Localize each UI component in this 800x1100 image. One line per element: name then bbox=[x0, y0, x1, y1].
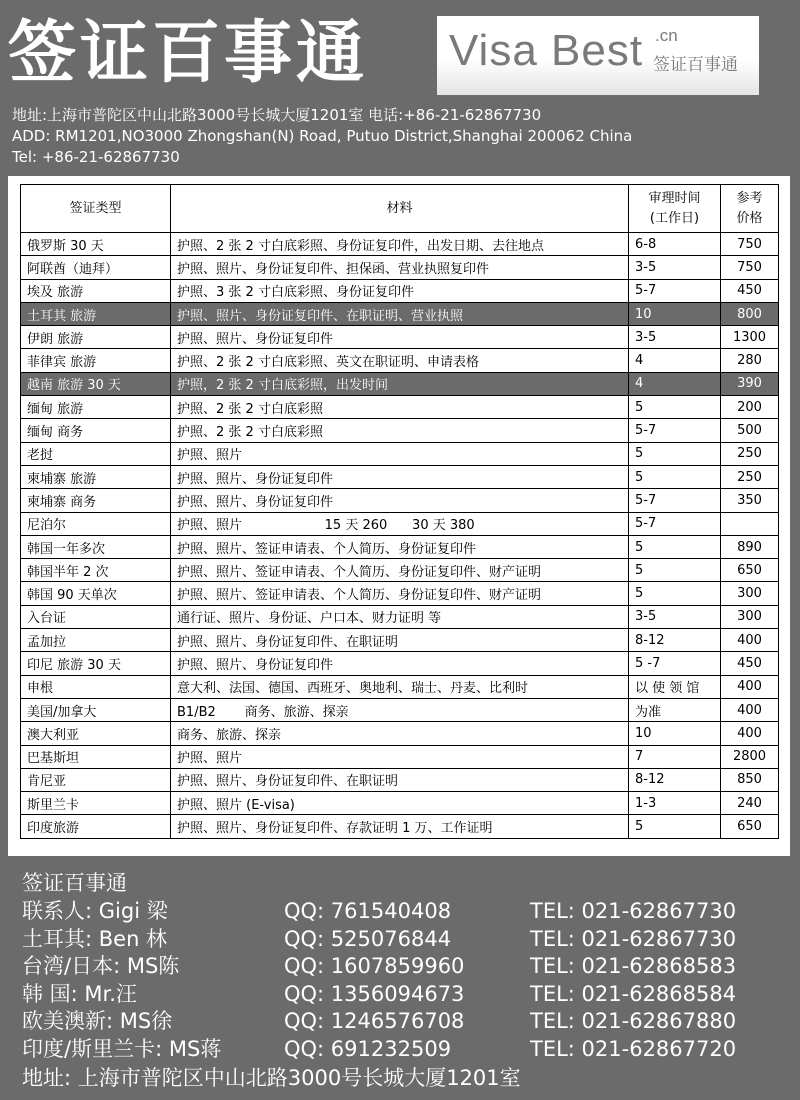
table-row bbox=[21, 512, 779, 535]
cell-price: 400 bbox=[721, 629, 779, 652]
cell-price: 750 bbox=[721, 256, 779, 279]
table-row bbox=[21, 559, 779, 582]
cell-price: 300 bbox=[721, 605, 779, 628]
contact-qq: QQ: 761540408 bbox=[284, 899, 452, 923]
cell-time: 5 bbox=[629, 535, 721, 558]
cell-time: 5 bbox=[629, 815, 721, 838]
cell-time: 为准 bbox=[629, 698, 721, 721]
cell-price: 250 bbox=[721, 442, 779, 465]
cell-time: 3-5 bbox=[629, 605, 721, 628]
table-row bbox=[21, 722, 779, 745]
table-row bbox=[21, 326, 779, 349]
cell-materials: 意大利、法国、德国、西班牙、奥地利、瑞士、丹麦、比利时 bbox=[171, 675, 629, 698]
cell-time: 5 bbox=[629, 442, 721, 465]
cell-time: 6-8 bbox=[629, 233, 721, 256]
cell-price: 400 bbox=[721, 698, 779, 721]
cell-visa-type: 美国/加拿大 bbox=[21, 698, 171, 721]
cell-time: 5 -7 bbox=[629, 652, 721, 675]
header-processing-time bbox=[629, 185, 721, 233]
cell-price: 800 bbox=[721, 302, 779, 325]
table-row bbox=[21, 372, 779, 395]
cell-time: 5 bbox=[629, 582, 721, 605]
table-row bbox=[21, 629, 779, 652]
cell-price: 890 bbox=[721, 535, 779, 558]
visa-table-panel bbox=[8, 176, 790, 856]
cell-time: 1-3 bbox=[629, 792, 721, 815]
cell-visa-type: 老挝 bbox=[21, 442, 171, 465]
cell-visa-type: 俄罗斯 30 天 bbox=[21, 233, 171, 256]
cell-materials: 护照、2 张 2 寸白底彩照、英文在职证明、申请表格 bbox=[171, 349, 629, 372]
cell-price: 280 bbox=[721, 349, 779, 372]
tel-line: Tel: +86-21-62867730 bbox=[12, 148, 180, 166]
table-row bbox=[21, 582, 779, 605]
cell-time: 7 bbox=[629, 745, 721, 768]
cell-price: 390 bbox=[721, 372, 779, 395]
cell-time: 8-12 bbox=[629, 629, 721, 652]
logo-text: Visa Best bbox=[449, 26, 644, 75]
cell-materials: 护照、照片 15 天 260 30 天 380 bbox=[171, 512, 629, 535]
table-row bbox=[21, 489, 779, 512]
cell-visa-type: 韩国半年 2 次 bbox=[21, 559, 171, 582]
cell-visa-type: 韩国一年多次 bbox=[21, 535, 171, 558]
contact-name: 台湾/日本: MS陈 bbox=[22, 954, 180, 978]
cell-time: 以 使 领 馆 bbox=[629, 675, 721, 698]
contact-line bbox=[22, 953, 782, 979]
cell-time: 4 bbox=[629, 372, 721, 395]
cell-materials: 护照、2 张 2 寸白底彩照 bbox=[171, 396, 629, 419]
logo-domain-suffix: .cn bbox=[655, 26, 678, 45]
cell-materials: 护照、照片、身份证复印件 bbox=[171, 465, 629, 488]
cell-price: 200 bbox=[721, 396, 779, 419]
cell-price: 400 bbox=[721, 722, 779, 745]
cell-visa-type: 伊朗 旅游 bbox=[21, 326, 171, 349]
cell-time: 5-7 bbox=[629, 489, 721, 512]
cell-time: 5-7 bbox=[629, 279, 721, 302]
address-en: ADD: RM1201,NO3000 Zhongshan(N) Road, Putuo District,Shanghai 200062 China bbox=[12, 127, 633, 145]
table-row bbox=[21, 652, 779, 675]
header-price-label: 参考 bbox=[736, 190, 763, 206]
table-row bbox=[21, 535, 779, 558]
cell-visa-type: 申根 bbox=[21, 675, 171, 698]
cell-materials: 商务、旅游、探亲 bbox=[171, 722, 629, 745]
cell-materials: 护照、照片 (E-visa) bbox=[171, 792, 629, 815]
cell-materials: 护照、照片、身份证复印件、在职证明、营业执照 bbox=[171, 302, 629, 325]
cell-visa-type: 缅甸 商务 bbox=[21, 419, 171, 442]
contact-name: 联系人: Gigi 梁 bbox=[22, 899, 168, 923]
cell-price: 750 bbox=[721, 233, 779, 256]
cell-price: 500 bbox=[721, 419, 779, 442]
table-row bbox=[21, 768, 779, 791]
cell-visa-type: 土耳其 旅游 bbox=[21, 302, 171, 325]
header-time-sub: (工作日) bbox=[649, 210, 700, 226]
contact-tel: TEL: 021-62868584 bbox=[530, 981, 737, 1006]
contact-tel: TEL: 021-62867880 bbox=[530, 1009, 737, 1033]
cell-visa-type: 菲律宾 旅游 bbox=[21, 349, 171, 372]
cell-visa-type: 印度旅游 bbox=[21, 815, 171, 838]
cell-price: 300 bbox=[721, 582, 779, 605]
table-row bbox=[21, 256, 779, 279]
cell-materials: 护照、照片 bbox=[171, 745, 629, 768]
cell-time: 10 bbox=[629, 722, 721, 745]
table-header-row bbox=[21, 185, 779, 233]
cell-visa-type: 澳大利亚 bbox=[21, 722, 171, 745]
header-price-sub: 价格 bbox=[736, 210, 763, 226]
cell-materials: 护照、照片、签证申请表、个人简历、身份证复印件 bbox=[171, 535, 629, 558]
cell-time: 5 bbox=[629, 465, 721, 488]
table-row bbox=[21, 675, 779, 698]
cell-materials: 护照、照片、身份证复印件 bbox=[171, 326, 629, 349]
cell-materials: 护照、照片、身份证复印件、存款证明 1 万、工作证明 bbox=[171, 815, 629, 838]
header-materials: 材料 bbox=[171, 185, 629, 233]
cell-materials: 护照、照片、签证申请表、个人简历、身份证复印件、财产证明 bbox=[171, 559, 629, 582]
contact-line bbox=[22, 1036, 782, 1062]
table-row bbox=[21, 396, 779, 419]
header-visa-type: 签证类型 bbox=[21, 185, 171, 233]
cell-price: 1300 bbox=[721, 326, 779, 349]
contact-qq: QQ: 691232509 bbox=[284, 1036, 452, 1061]
cell-time: 3-5 bbox=[629, 256, 721, 279]
cell-price: 250 bbox=[721, 465, 779, 488]
cell-time: 5-7 bbox=[629, 419, 721, 442]
cell-visa-type: 尼泊尔 bbox=[21, 512, 171, 535]
contact-line bbox=[22, 926, 782, 952]
table-row bbox=[21, 745, 779, 768]
cell-price: 350 bbox=[721, 489, 779, 512]
cell-price: 450 bbox=[721, 652, 779, 675]
header-time-label: 审理时间 bbox=[648, 190, 701, 206]
contact-name: 印度/斯里兰卡: MS蒋 bbox=[22, 1036, 222, 1061]
cell-price: 400 bbox=[721, 675, 779, 698]
table-row bbox=[21, 302, 779, 325]
table-row bbox=[21, 442, 779, 465]
contact-name: 韩 国: Mr.汪 bbox=[22, 981, 137, 1006]
cell-time: 5 bbox=[629, 396, 721, 419]
cell-visa-type: 孟加拉 bbox=[21, 629, 171, 652]
visa-price-table bbox=[20, 184, 779, 839]
cell-visa-type: 埃及 旅游 bbox=[21, 279, 171, 302]
cell-time: 10 bbox=[629, 302, 721, 325]
cell-price: 850 bbox=[721, 768, 779, 791]
table-row bbox=[21, 419, 779, 442]
contact-heading: 签证百事通 bbox=[22, 871, 127, 895]
logo-subtitle: 签证百事通 bbox=[653, 55, 738, 75]
cell-price: 2800 bbox=[721, 745, 779, 768]
contact-name: 土耳其: Ben 林 bbox=[22, 926, 168, 951]
cell-price: 240 bbox=[721, 792, 779, 815]
cell-materials: B1/B2 商务、旅游、探亲 bbox=[171, 698, 629, 721]
cell-materials: 护照、照片 bbox=[171, 442, 629, 465]
contact-tel: TEL: 021-62868583 bbox=[530, 954, 737, 978]
cell-materials: 通行证、照片、身份证、户口本、财力证明 等 bbox=[171, 605, 629, 628]
contact-tel: TEL: 021-62867720 bbox=[530, 1036, 737, 1061]
contact-line bbox=[22, 1008, 782, 1034]
cell-time: 8-12 bbox=[629, 768, 721, 791]
contact-qq: QQ: 1246576708 bbox=[284, 1009, 465, 1033]
cell-materials: 护照、照片、身份证复印件 bbox=[171, 489, 629, 512]
contact-line bbox=[22, 981, 782, 1007]
cell-visa-type: 柬埔寨 商务 bbox=[21, 489, 171, 512]
cell-visa-type: 柬埔寨 旅游 bbox=[21, 465, 171, 488]
cell-visa-type: 巴基斯坦 bbox=[21, 745, 171, 768]
cell-materials: 护照，2 张 2 寸白底彩照，出发时间 bbox=[171, 372, 629, 395]
cell-visa-type: 缅甸 旅游 bbox=[21, 396, 171, 419]
cell-visa-type: 阿联酋（迪拜） bbox=[21, 256, 171, 279]
table-row bbox=[21, 815, 779, 838]
contact-line bbox=[22, 898, 782, 924]
cell-materials: 护照、照片、身份证复印件、担保函、营业执照复印件 bbox=[171, 256, 629, 279]
cell-materials: 护照、照片、身份证复印件 bbox=[171, 652, 629, 675]
cell-materials: 护照、照片、身份证复印件、在职证明 bbox=[171, 768, 629, 791]
cell-time: 4 bbox=[629, 349, 721, 372]
visabest-logo bbox=[437, 16, 759, 95]
cell-materials: 护照、照片、签证申请表、个人简历、身份证复印件、财产证明 bbox=[171, 582, 629, 605]
address-cn: 地址:上海市普陀区中山北路3000号长城大厦1201室 电话:+86-21-62867730 bbox=[12, 106, 542, 124]
page-title: 签证百事通 bbox=[8, 14, 369, 93]
cell-materials: 护照、2 张 2 寸白底彩照、身份证复印件，出发日期、去往地点 bbox=[171, 233, 629, 256]
cell-price: 450 bbox=[721, 279, 779, 302]
table-row bbox=[21, 465, 779, 488]
table-row bbox=[21, 233, 779, 256]
contact-tel: TEL: 021-62867730 bbox=[530, 926, 737, 951]
cell-time: 5 bbox=[629, 559, 721, 582]
cell-price bbox=[721, 512, 779, 535]
cell-time: 5-7 bbox=[629, 512, 721, 535]
cell-materials: 护照、3 张 2 寸白底彩照、身份证复印件 bbox=[171, 279, 629, 302]
cell-time: 3-5 bbox=[629, 326, 721, 349]
contact-qq: QQ: 1356094673 bbox=[284, 981, 465, 1006]
table-row bbox=[21, 349, 779, 372]
cell-visa-type: 韩国 90 天单次 bbox=[21, 582, 171, 605]
table-row bbox=[21, 605, 779, 628]
cell-visa-type: 肯尼亚 bbox=[21, 768, 171, 791]
contact-qq: QQ: 525076844 bbox=[284, 926, 452, 951]
table-row bbox=[21, 792, 779, 815]
table-row bbox=[21, 279, 779, 302]
contact-qq: QQ: 1607859960 bbox=[284, 954, 465, 978]
cell-materials: 护照、2 张 2 寸白底彩照 bbox=[171, 419, 629, 442]
table-row bbox=[21, 698, 779, 721]
cell-visa-type: 入台证 bbox=[21, 605, 171, 628]
cell-price: 650 bbox=[721, 559, 779, 582]
contact-tel: TEL: 021-62867730 bbox=[530, 899, 737, 923]
cell-visa-type: 斯里兰卡 bbox=[21, 792, 171, 815]
cell-price: 650 bbox=[721, 815, 779, 838]
header-price bbox=[721, 185, 779, 233]
cell-visa-type: 越南 旅游 30 天 bbox=[21, 372, 171, 395]
contact-name: 欧美澳新: MS徐 bbox=[22, 1009, 173, 1033]
footer-address: 地址: 上海市普陀区中山北路3000号长城大厦1201室 bbox=[22, 1066, 521, 1090]
cell-visa-type: 印尼 旅游 30 天 bbox=[21, 652, 171, 675]
cell-materials: 护照、照片、身份证复印件、在职证明 bbox=[171, 629, 629, 652]
